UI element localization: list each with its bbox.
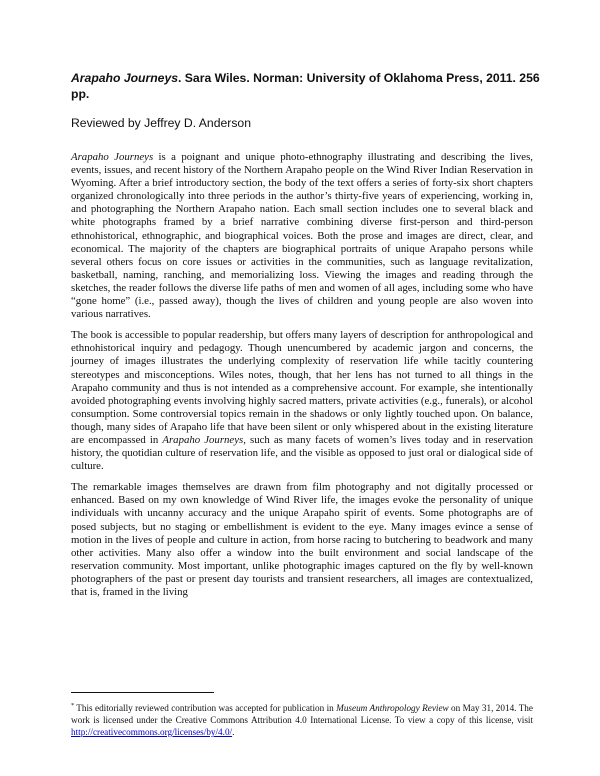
review-body (71, 151, 533, 607)
license-link[interactable]: http://creativecommons.org/licenses/by/4.0/ (71, 727, 233, 737)
footnote-divider (71, 692, 214, 693)
book-title: Arapaho Journeys (71, 71, 179, 85)
footnote-marker: * (71, 702, 75, 709)
paragraph-2-text-before: The book is accessible to popular readership, but offers many layers of description for anthropological and ethnohistorical inquiry and pedagogy. Though unencumbered by academic jargon and concerns, the journey of images illustrates the underlying complexity of reservation life while tacitly countering stereotypes and misconceptions. Wiles notes, though, that her lens has not turned to all things in the Arapaho community and thus is not intended as a comprehensive account. For example, she intentionally avoided photographing events involving highly sacred matters, private activities (e.g., funerals), or alcohol consumption. Some controversial topics remain in the shadows or only lightly touched upon. On balance, though, many sides of Arapaho life that have been silent or only whispered about in the existing literature are encompassed in (71, 329, 533, 446)
reviewer-line: Reviewed by Jeffrey D. Anderson (71, 116, 251, 130)
footnote-text-mid: on May 31, 2014. The work is licensed under the Creative Commons Attribution 4.0 International License. To view a copy of this license, visit (71, 703, 533, 725)
review-title (71, 70, 541, 102)
paragraph-2-italic: Arapaho Journeys (162, 433, 244, 446)
paragraph-1 (71, 151, 533, 321)
paragraph-2 (71, 329, 533, 473)
paragraph-2-text-after: , such as many facets of women’s lives today and in reservation history, the quotidian culture of reservation life, and the visible as opposed to just oral or dialogical side of culture. (71, 433, 533, 473)
paragraph-3 (71, 481, 533, 599)
book-citation: . Sara Wiles. Norman: University of Oklahoma Press, 2011. 256 pp. (71, 71, 540, 101)
paragraph-1-lead-italic: Arapaho Journeys (71, 151, 154, 163)
paragraph-1-text: is a poignant and unique photo-ethnography illustrating and describing the lives, events, issues, and recent history of the Northern Arapaho people on the Wind River Indian Reservation in Wyoming. After a brief introductory section, the body of the text offers a series of forty-six short chapters organized chronologically into three periods in the author’s thirty-five years of experiencing, working in, and photographing the Northern Arapaho nation. Each small section includes one to several black and white photographs framed by a brief narrative combining diverse first-person and third-person ethnohistorical, ethnographic, and biographical voices. Both the prose and images are direct, clear, and economical. The majority of the chapters are biographical portraits of unique Arapaho persons while several others focus on core issues or activities in the communities, such as language revitalization, basketball, naming, ranching, and memorializing loss. Viewing the images and reading through the sketches, the reader follows the diverse life paths of men and women of all ages, including some who have “gone home” (i.e., passed away), though the lives of children and young people are also woven into various narratives. (71, 151, 533, 321)
footnote-text-before: This editorially reviewed contribution was accepted for publication in (76, 703, 337, 713)
footnote (71, 700, 533, 738)
footnote-text-after: . (232, 727, 235, 737)
paragraph-3-text: The remarkable images themselves are drawn from film photography and not digitally processed or enhanced. Based on my own knowledge of Wind River life, the images evoke the personality of unique individuals with uncanny accuracy and the unique Arapaho spirit of events. Some photographs are of posed subjects, but no staging or embellishment is evident to the eye. Many images evince a sense of motion in the lives of people and culture in action, from horse racing to butchering to beadwork and many other activities. Many also offer a window into the built environment and social landscape of the reservation community. Most important, unlike photographic images captured on the fly by well-known photographers of the past or present day tourists and transient researchers, all images are contextualized, that is, framed in the living (71, 481, 533, 598)
footnote-journal: Museum Anthropology Review (336, 703, 449, 713)
